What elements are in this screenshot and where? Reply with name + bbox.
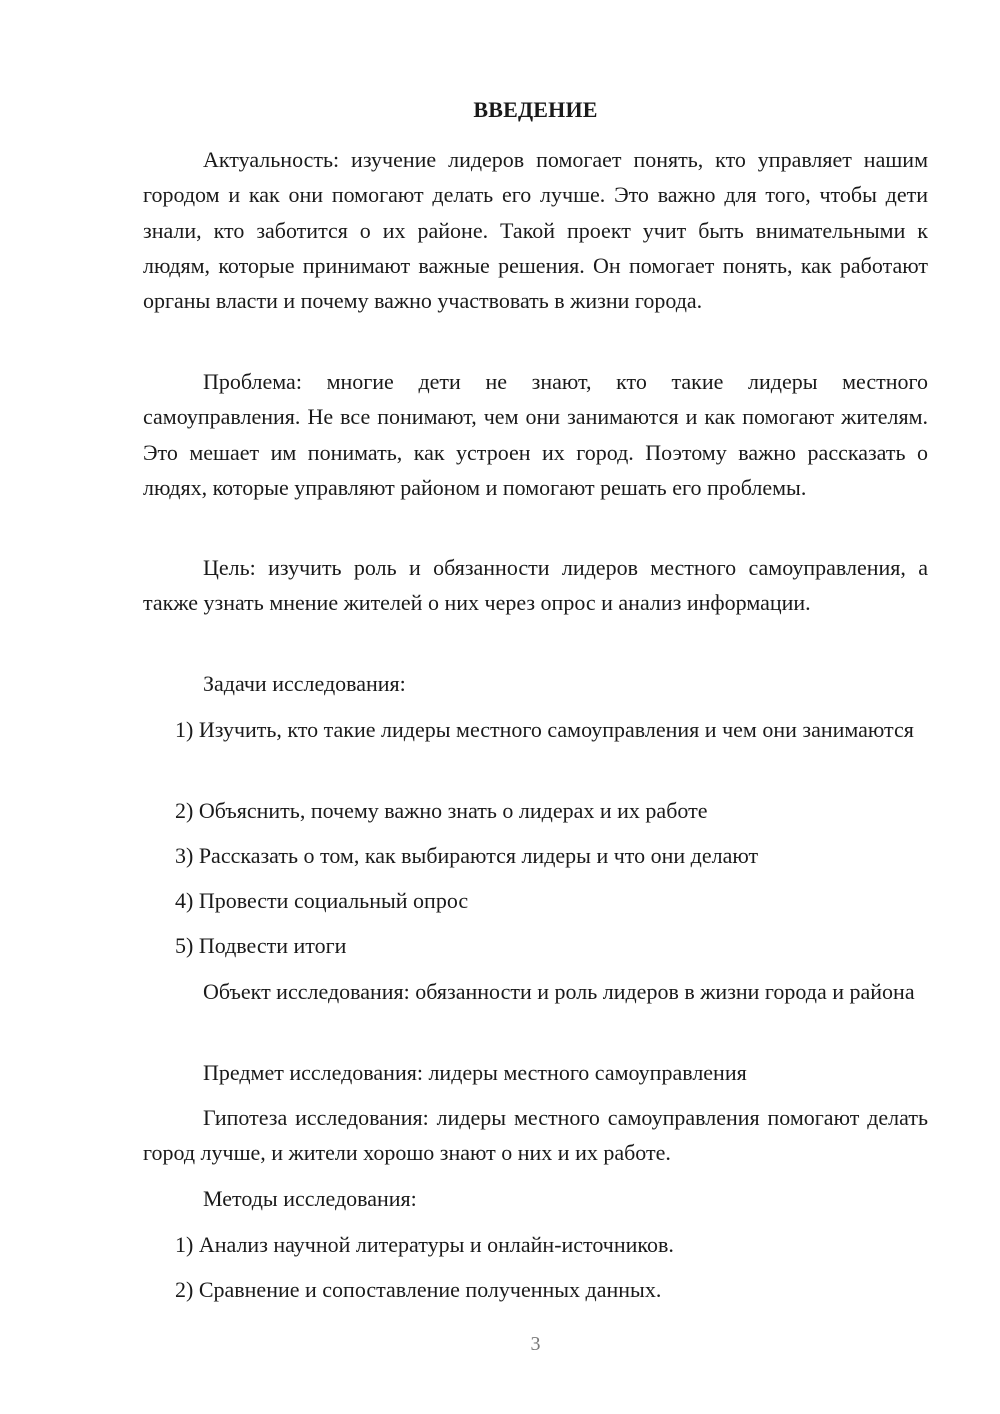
task-item: 4) Провести социальный опрос (175, 888, 469, 913)
document-page (143, 0, 928, 1414)
task-item: 2) Объяснить, почему важно знать о лидерах и их работе (175, 798, 708, 823)
task-item: 1) Изучить, кто такие лидеры местного самоуправления и чем они занимаются (175, 717, 914, 742)
page-number: 3 (530, 1333, 541, 1355)
method-item: 1) Анализ научной литературы и онлайн-источников. (175, 1232, 674, 1257)
subject-paragraph: Предмет исследования: лидеры местного самоуправления (203, 1060, 747, 1085)
object-paragraph: Объект исследования: обязанности и роль лидеров в жизни города и района (203, 979, 915, 1004)
task-item: 5) Подвести итоги (175, 933, 347, 958)
section-title: ВВЕДЕНИЕ (473, 97, 598, 122)
problem-paragraph: Проблема: многие дети не знают, кто такие лидеры местного самоуправления. Не все понимают, чем они занимаются и как помогают жителям. Это мешает им понимать, как устроен их город. Поэтому важно рассказать о людях, которые управляют районом и помогают решать его проблемы. (143, 369, 928, 500)
goal-paragraph: Цель: изучить роль и обязанности лидеров местного самоуправления, а также узнать мнение жителей о них через опрос и анализ информации. (143, 555, 928, 616)
hypothesis-paragraph: Гипотеза исследования: лидеры местного самоуправления помогают делать город лучше, и жители хорошо знают о них и их работе. (143, 1105, 928, 1166)
methods-heading: Методы исследования: (203, 1186, 417, 1211)
method-item: 2) Сравнение и сопоставление полученных данных. (175, 1277, 662, 1302)
actuality-paragraph: Актуальность: изучение лидеров помогает понять, кто управляет нашим городом и как они помогают делать его лучше. Это важно для того, чтобы дети знали, кто заботится о их районе. Такой проект учит быть внимательными к людям, которые принимают важные решения. Он помогает понять, как работают органы власти и почему важно участвовать в жизни города. (143, 147, 928, 314)
tasks-heading: Задачи исследования: (203, 671, 406, 696)
task-item: 3) Рассказать о том, как выбираются лидеры и что они делают (175, 843, 759, 868)
